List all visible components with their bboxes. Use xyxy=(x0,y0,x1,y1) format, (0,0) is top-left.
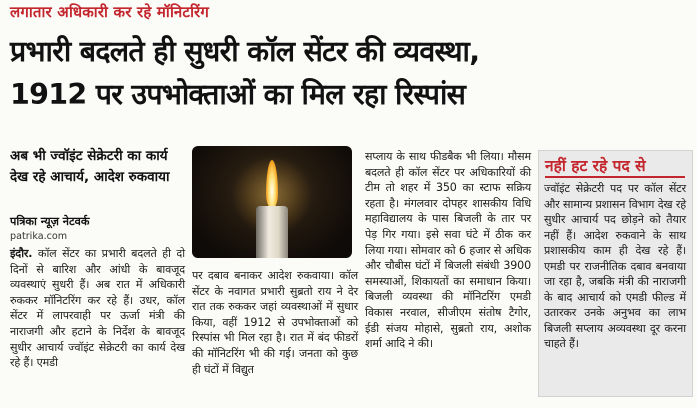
kicker: लगातार अधिकारी कर रहे मॉनिटरिंग xyxy=(10,3,209,21)
sidebar-text: ज्वॉइंट सेक्रेटरी पद पर कॉल सेंटर और सामान्य प्रशासन विभाग देख रहे सुधीर आचार्य पद छोड़ने को तैयार नहीं हैं। आदेश रुकवाने के साथ प्रशासकीय काम ही देख रहे हैं। एमडी पर राजनीतिक दबाव बनवाया जा रहा है, जबकि मंत्री की नाराजगी के बाद आचार्य को एमडी फील्ड में उतारकर उनके अनुभव का लाभ बिजली सप्लाय अव्यवस्था दूर करना चाहते हैं। xyxy=(544,182,686,350)
article-column-3: सप्लाय के साथ फीडबैक भी लिया। मौसम बदलते ही कॉल सेंटर पर अधिकारियों की टीम तो शहर में 350 का स्टाफ सक्रिय रहता है। मंगलवार दोपहर शासकीय विधि महाविद्यालय के पास बिजली के तार पर पेड़ गिर गया। इसे सवा घंटे में ठीक कर लिया गया। सोमवार को 6 हजार से अधिक और चौबीस घंटों में बिजली संबंधी 3900 समस्याओं, शिकायतों का समाधान किया। बिजली व्यवस्था की मॉनिटरिंग एमडी विकास नरवाल, सीजीएम संतोष टैगोर, ईडी संजय मोहासे, सुब्रतो राय, अशोक शर्मा आदि ने की। xyxy=(365,150,531,351)
sidebar-box xyxy=(538,150,693,397)
subheading: अब भी ज्वॉइंट सेक्रेटरी का कार्य देख रहे आचार्य, आदेश रुकवाया xyxy=(10,148,170,185)
headline-line-2: 1912 पर उपभोक्ताओं का मिल रहा रिस्पांस xyxy=(10,78,466,111)
candle-icon xyxy=(256,206,288,258)
sidebar-title: नहीं हट रहे पद से xyxy=(545,157,646,175)
dateline: इंदौर. xyxy=(10,247,33,260)
article-column-2: पर दबाव बनाकर आदेश रुकवाया। कॉल सेंटर के नवागत प्रभारी सुब्रतो राय ने देर रात तक रुककर जहां व्यवस्थाओं में सुधार किया, वहीं 1912 से उपभोक्ताओं को रिस्पांस भी मिल रहा है। रात में बंद फीडरों की मॉनिटरिंग भी की गई। जनता को कुछ ही घंटों में विद्युत xyxy=(192,269,358,376)
column-1-text: कॉल सेंटर का प्रभारी बदलते ही दो दिनों से बारिश और आंधी के बावजूद व्यवस्थाएं सुधरी हैं। अब रात में अधिकारी रुककर मॉनिटरिंग कर रहे हैं। उधर, कॉल सेंटर में लापरवाही पर ऊर्जा मंत्री की नाराजगी और हटाने के निर्देश के बावजूद सुधीर आचार्य ज्वॉइंट सेक्रेटरी का कार्य देख रहे हैं। एमडी xyxy=(10,247,185,370)
sidebar-rule xyxy=(545,176,685,178)
headline xyxy=(10,30,690,116)
byline: पत्रिका न्यूज़ नेटवर्क xyxy=(10,215,90,228)
site-url: patrika.com xyxy=(10,231,68,242)
headline-line-1: प्रभारी बदलते ही सुधरी कॉल सेंटर की व्यवस्था, xyxy=(10,35,480,68)
candle-photo xyxy=(192,146,352,258)
article-column-1 xyxy=(10,246,185,371)
